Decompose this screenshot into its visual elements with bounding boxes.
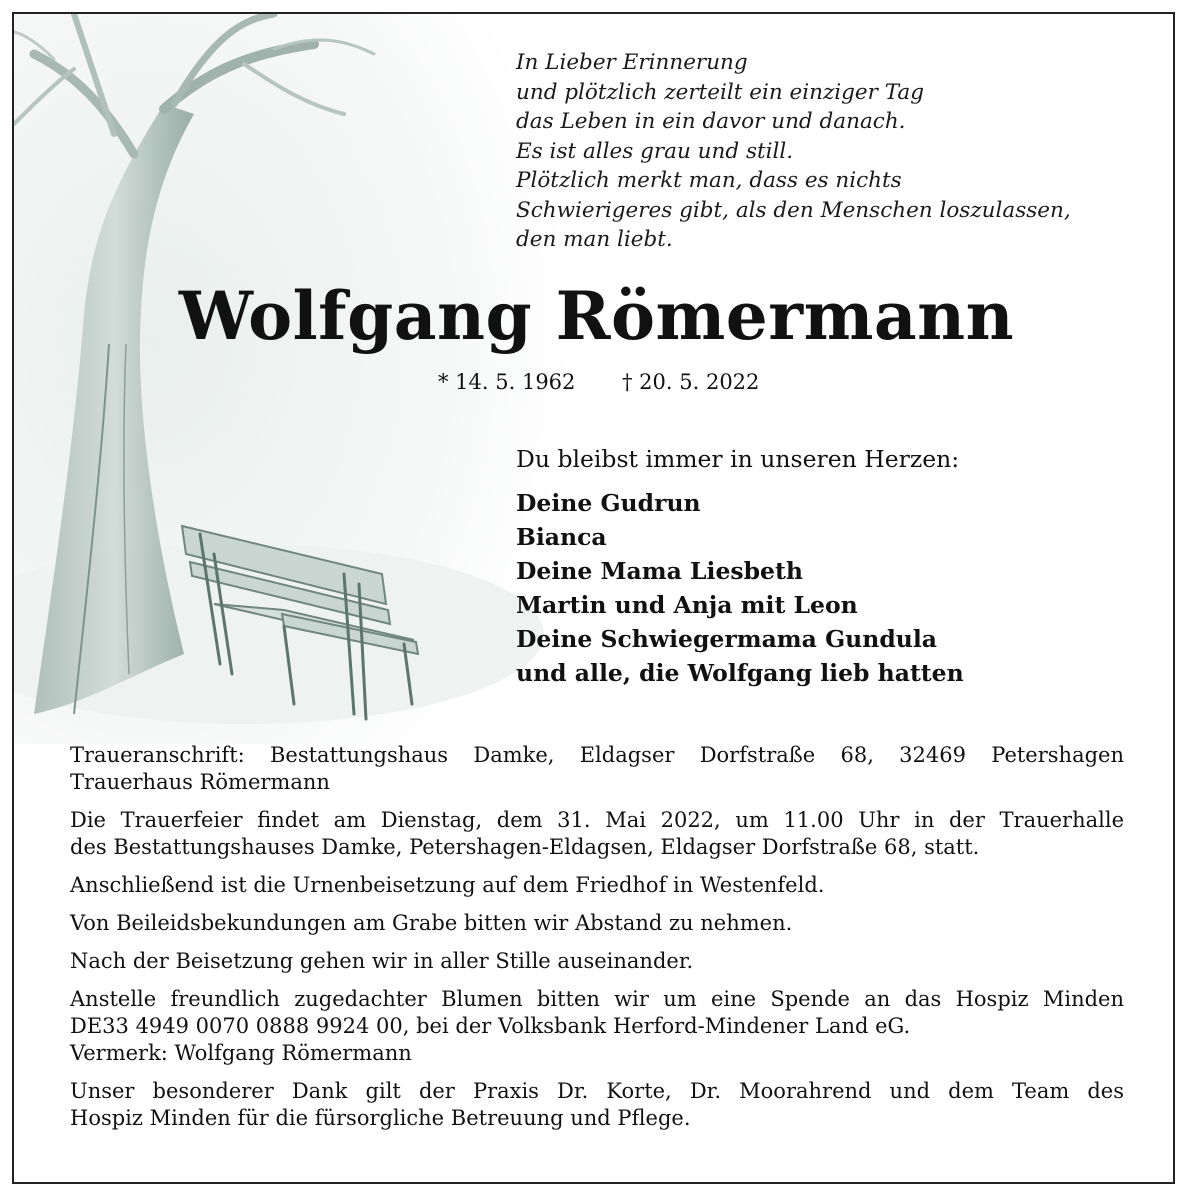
death-date: † 20. 5. 2022 [622,370,760,394]
donation-line: Vermerk: Wolfgang Römermann [70,1041,412,1065]
address-line: Trauerhaus Römermann [70,770,330,794]
birth-date: * 14. 5. 1962 [438,370,576,394]
mourner: Martin und Anja mit Leon [516,591,858,619]
donation-info [70,986,1124,1067]
mourner: Deine Gudrun [516,489,701,517]
mourners-list [516,444,1136,690]
donation-line: DE33 4949 0070 0888 9924 00, bei der Volksbank Herford-Mindener Land eG. [70,1014,911,1038]
poem-line: und plötzlich zerteilt ein einziger Tag [516,79,925,105]
ceremony-line: des Bestattungshauses Damke, Petershagen-Eldagsen, Eldagser Dorfstraße 68, statt. [70,835,980,859]
mourner: Bianca [516,523,607,551]
burial-info [70,872,1124,899]
mourner: Deine Schwiegermama Gundula [516,625,937,653]
memorial-poem [516,48,1136,255]
ceremony-info [70,807,1124,861]
thanks-line: Unser besonderer Dank gilt der Praxis Dr. Korte, Dr. Moorahrend und dem Team des [70,1079,1124,1103]
condolence-line: Von Beileidsbekundungen am Grabe bitten wir Abstand zu nehmen. [70,911,793,935]
after-burial-line: Nach der Beisetzung gehen wir in aller Stille auseinander. [70,949,694,973]
mourners-intro: Du bleibst immer in unseren Herzen: [516,445,960,473]
donation-line: Anstelle freundlich zugedachter Blumen bitten wir um eine Spende an das Hospiz Minden [70,987,1124,1011]
burial-line: Anschließend ist die Urnenbeisetzung auf dem Friedhof in Westenfeld. [70,873,825,897]
poem-line: Es ist alles grau und still. [516,138,794,164]
poem-line: den man liebt. [516,227,673,252]
thanks-note [70,1078,1124,1132]
poem-line: das Leben in ein davor und danach. [516,109,906,134]
deceased-name: Wolfgang Römermann [178,277,1015,355]
poem-line: Schwierigeres gibt, als den Menschen loszulassen, [516,197,1071,223]
address-line: Traueranschrift: Bestattungshaus Damke, Eldagser Dorfstraße 68, 32469 Petershagen [70,743,1124,767]
poem-line: Plötzlich merkt man, dass es nichts [516,168,902,193]
thanks-line: Hospiz Minden für die fürsorgliche Betreuung und Pflege. [70,1106,691,1130]
after-burial-note [70,948,1124,975]
mourner: Deine Mama Liesbeth [516,557,803,585]
poem-line: In Lieber Erinnerung [516,50,748,75]
mourning-address [70,742,1124,796]
service-details [70,742,1124,1143]
condolence-note [70,910,1124,937]
mourner: und alle, die Wolfgang lieb hatten [516,659,964,687]
ceremony-line: Die Trauerfeier findet am Dienstag, dem 31. Mai 2022, um 11.00 Uhr in der Trauerhalle [70,808,1124,832]
obituary-frame [12,12,1175,1184]
